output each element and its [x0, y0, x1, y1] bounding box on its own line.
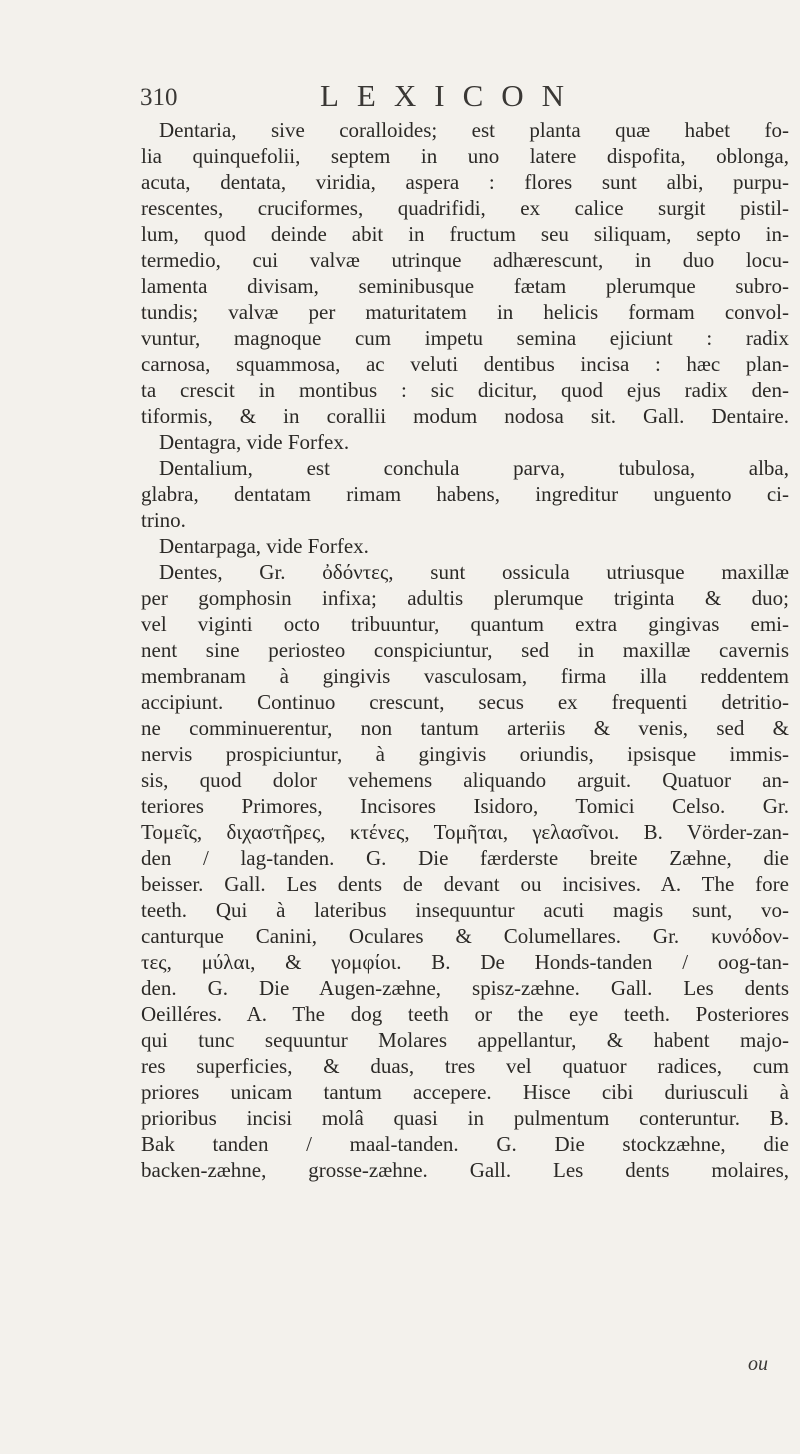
text-line: ta crescit in montibus : sic dicitur, quod ejus radix den- [141, 378, 789, 402]
text-line: accipiunt. Continuo crescunt, secus ex frequenti detritio- [141, 690, 789, 714]
text-line: trino. [141, 508, 186, 532]
page-header [137, 78, 777, 118]
text-line: Bak tanden / maal-tanden. G. Die stockzæhne, die [141, 1132, 789, 1156]
text-line: sis, quod dolor vehemens aliquando arguit. Quatuor an- [141, 768, 789, 792]
text-line: Oeilléres. A. The dog teeth or the eye teeth. Posteriores [141, 1002, 789, 1026]
text-line: rescentes, cruciformes, quadrifidi, ex calice surgit pistil- [141, 196, 789, 220]
text-line: prioribus incisi molâ quasi in pulmentum conteruntur. B. [141, 1106, 789, 1130]
text-line: ne comminuerentur, non tantum arteriis & venis, sed & [141, 716, 789, 740]
text-line: vel viginti octo tribuuntur, quantum extra gingivas emi- [141, 612, 789, 636]
text-line: carnosa, squammosa, ac veluti dentibus incisa : hæc plan- [141, 352, 789, 376]
page-number: 310 [140, 84, 178, 111]
running-head: LEXICON [320, 78, 583, 113]
text-line: lia quinquefolii, septem in uno latere dispofita, oblonga, [141, 144, 789, 168]
text-line: qui tunc sequuntur Molares appellantur, & habent majo- [141, 1028, 789, 1052]
text-line: priores unicam tantum accepere. Hisce cibi duriusculi à [141, 1080, 789, 1104]
entry-text [141, 117, 789, 1183]
text-line: nervis prospiciuntur, à gingivis oriundis, ipsisque immis- [141, 742, 789, 766]
text-line: Τομεῖς, διχαστῆρες, κτένες, Τομῆται, γελασῖνοι. B. Vörder-zan- [141, 820, 789, 844]
text-line: canturque Canini, Oculares & Columellares. Gr. κυνόδον- [141, 924, 789, 948]
text-line: tiformis, & in corallii modum nodosa sit. Gall. Dentaire. [141, 404, 789, 428]
text-line: termedio, cui valvæ utrinque adhærescunt, in duo locu- [141, 248, 789, 272]
catchword: ou [748, 1353, 768, 1375]
text-line: nent sine periosteo conspiciuntur, sed in maxillæ cavernis [141, 638, 789, 662]
text-line: per gomphosin infixa; adultis plerumque triginta & duo; [141, 586, 789, 610]
text-line: acuta, dentata, viridia, aspera : flores sunt albi, purpu- [141, 170, 789, 194]
text-line: Dentalium, est conchula parva, tubulosa, alba, [159, 456, 789, 480]
text-line: Dentarpaga, vide Forfex. [159, 534, 369, 558]
text-line: teriores Primores, Incisores Isidoro, Tomici Celso. Gr. [141, 794, 789, 818]
text-line: beisser. Gall. Les dents de devant ou incisives. A. The fore [141, 872, 789, 896]
text-line: τες, μύλαι, & γομφίοι. B. De Honds-tanden / oog-tan- [141, 950, 789, 974]
text-line: lum, quod deinde abit in fructum seu siliquam, septo in- [141, 222, 789, 246]
text-line: tundis; valvæ per maturitatem in helicis formam convol- [141, 300, 789, 324]
text-line: Dentes, Gr. ὀδόντες, sunt ossicula utriusque maxillæ [159, 560, 789, 584]
text-line: Dentaria, sive coralloides; est planta quæ habet fo- [159, 118, 789, 142]
text-line: res superficies, & duas, tres vel quatuor radices, cum [141, 1054, 789, 1078]
text-line: vuntur, magnoque cum impetu semina ejiciunt : radix [141, 326, 789, 350]
text-line: Dentagra, vide Forfex. [159, 430, 350, 454]
text-line: teeth. Qui à lateribus insequuntur acuti magis sunt, vo- [141, 898, 789, 922]
text-line: den. G. Die Augen-zæhne, spisz-zæhne. Gall. Les dents [141, 976, 789, 1000]
text-line: membranam à gingivis vasculosam, firma illa reddentem [141, 664, 789, 688]
text-line: lamenta divisam, seminibusque fætam plerumque subro- [141, 274, 789, 298]
text-line: den / lag-tanden. G. Die færderste breite Zæhne, die [141, 846, 789, 870]
text-line: glabra, dentatam rimam habens, ingreditur unguento ci- [141, 482, 789, 506]
text-line: backen-zæhne, grosse-zæhne. Gall. Les dents molaires, [141, 1158, 789, 1182]
